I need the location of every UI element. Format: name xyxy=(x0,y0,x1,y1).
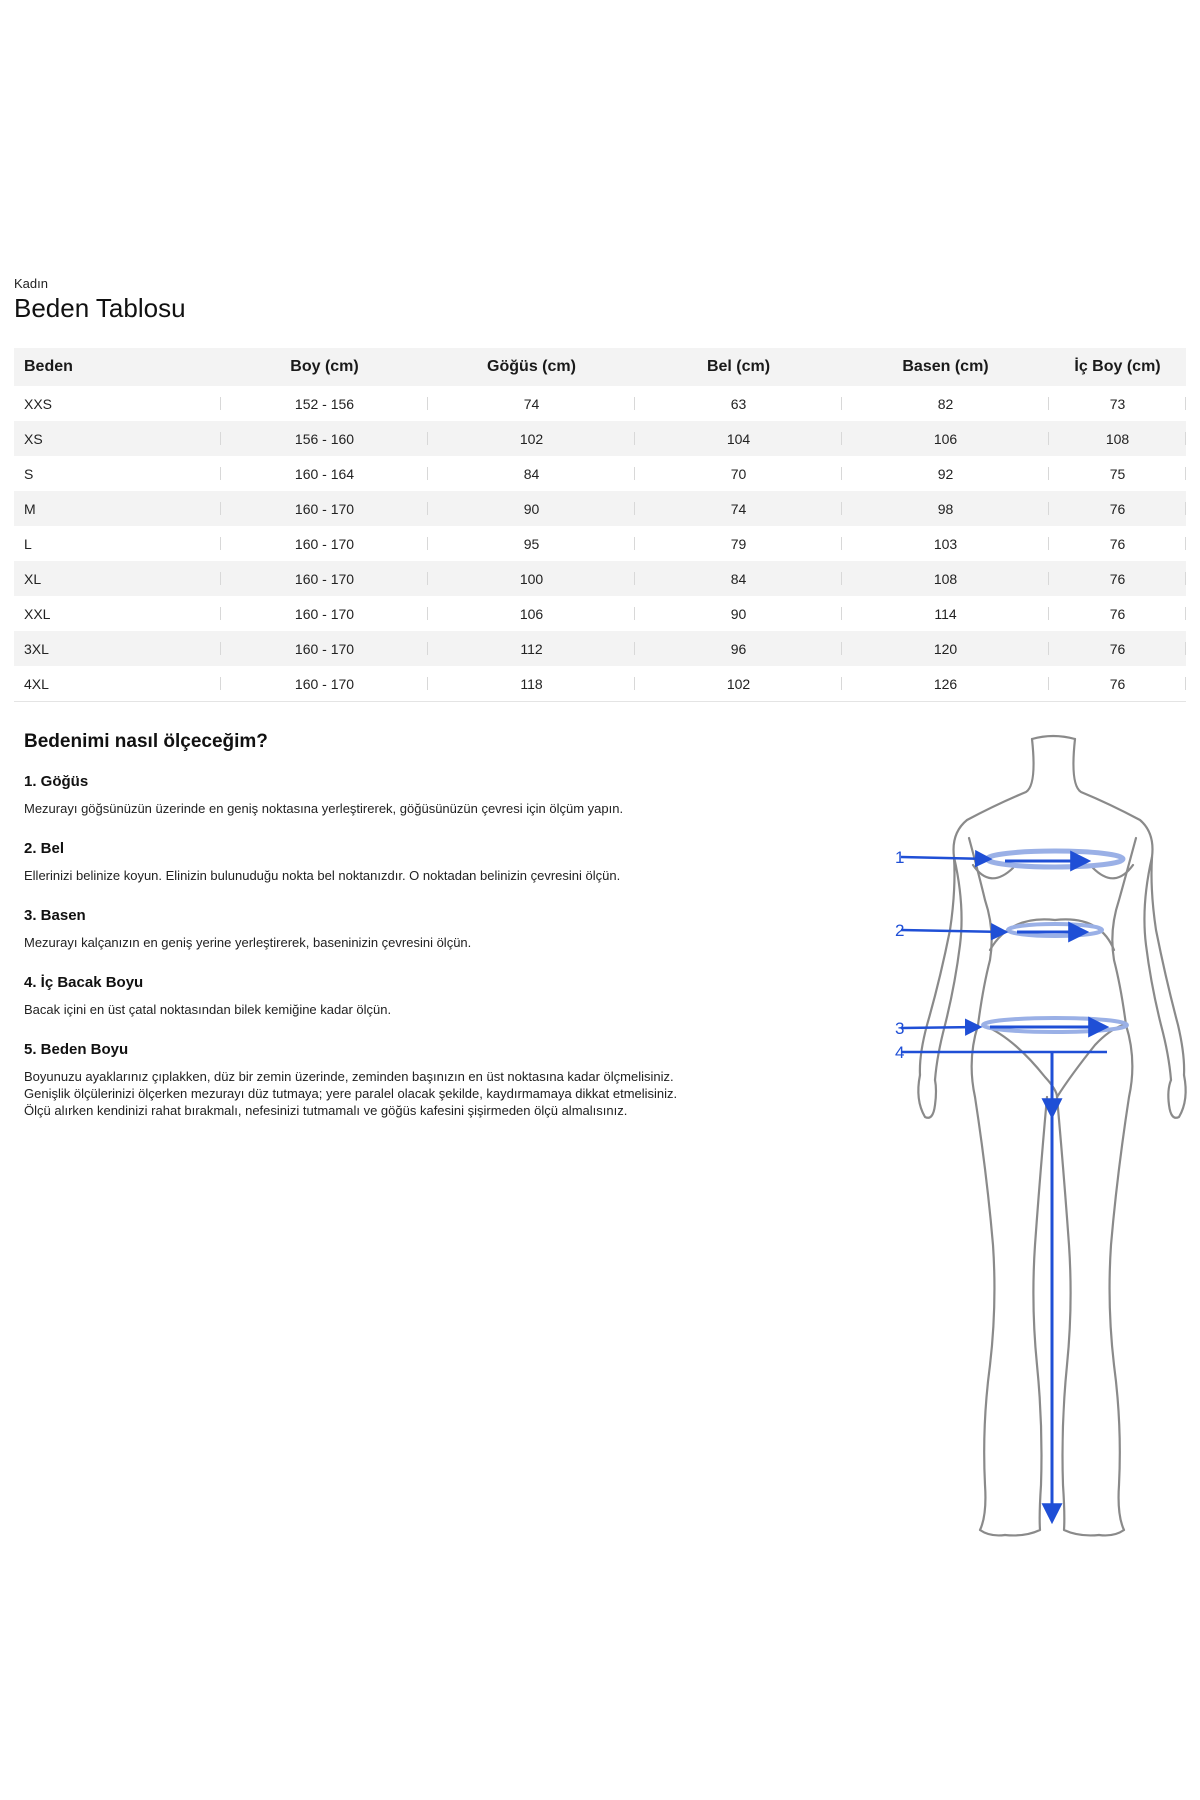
step-line: Mezurayı göğsünüzün üzerinde en geniş noktasına yerleştirerek, göğüsünüzün çevresi için ölçüm yapın. xyxy=(24,801,624,816)
table-cell: L xyxy=(14,526,221,561)
table-cell: 160 - 170 xyxy=(221,631,428,666)
table-row xyxy=(14,421,1186,456)
table-cell: 114 xyxy=(842,596,1049,631)
step-line: Genişlik ölçülerinizi ölçerken mezurayı düz tutmaya; yere paralel olacak şekilde, kaydırmamaya dikkat etmelisiniz. xyxy=(24,1086,678,1101)
table-cell: 95 xyxy=(428,526,635,561)
step-title: 1. Göğüs xyxy=(24,773,89,790)
table-cell: 4XL xyxy=(14,666,221,702)
step-text xyxy=(24,934,844,951)
waist-measure-band xyxy=(1008,924,1102,936)
table-cell: 104 xyxy=(635,421,842,456)
neck-outline xyxy=(920,739,1034,1075)
body-measurement-figure xyxy=(895,725,1195,1545)
step-title: 2. Bel xyxy=(24,840,65,857)
table-cell: 118 xyxy=(428,666,635,702)
table-cell: 75 xyxy=(1049,456,1186,491)
table-cell: 126 xyxy=(842,666,1049,702)
left-arm-inner xyxy=(935,857,962,1080)
table-cell: 96 xyxy=(635,631,842,666)
table-row xyxy=(14,386,1186,421)
table-row xyxy=(14,491,1186,526)
table-row xyxy=(14,596,1186,631)
head-base xyxy=(1032,736,1075,739)
column-header: Beden xyxy=(14,348,221,386)
table-cell: 74 xyxy=(635,491,842,526)
inseam-label-number: 4 xyxy=(895,1043,905,1062)
step-text xyxy=(24,867,844,884)
table-cell: 98 xyxy=(842,491,1049,526)
table-cell: 160 - 164 xyxy=(221,456,428,491)
table-cell: 100 xyxy=(428,561,635,596)
step-text xyxy=(24,1001,844,1018)
step-title: 5. Beden Boyu xyxy=(24,1041,129,1058)
table-cell: 76 xyxy=(1049,526,1186,561)
table-cell: 160 - 170 xyxy=(221,561,428,596)
table-cell: 120 xyxy=(842,631,1049,666)
table-cell: 79 xyxy=(635,526,842,561)
table-cell: 106 xyxy=(428,596,635,631)
step-text xyxy=(24,800,844,817)
waist-label-number: 2 xyxy=(895,921,905,940)
table-row xyxy=(14,561,1186,596)
column-header: İç Boy (cm) xyxy=(1049,348,1186,386)
column-header: Basen (cm) xyxy=(842,348,1049,386)
table-cell: 70 xyxy=(635,456,842,491)
table-row xyxy=(14,526,1186,561)
table-cell: 76 xyxy=(1049,631,1186,666)
table-cell: 112 xyxy=(428,631,635,666)
table-cell: 92 xyxy=(842,456,1049,491)
table-cell: XL xyxy=(14,561,221,596)
table-cell: 76 xyxy=(1049,596,1186,631)
table-cell: 84 xyxy=(428,456,635,491)
step-title: 3. Basen xyxy=(24,907,86,924)
table-cell: XXS xyxy=(14,386,221,421)
table-row xyxy=(14,456,1186,491)
table-cell: 90 xyxy=(428,491,635,526)
table-cell: 108 xyxy=(842,561,1049,596)
guide-step-inseam xyxy=(24,973,844,1018)
table-cell: 160 - 170 xyxy=(221,526,428,561)
guide-step-waist xyxy=(24,839,844,884)
table-cell: 3XL xyxy=(14,631,221,666)
table-cell: 152 - 156 xyxy=(221,386,428,421)
table-cell: M xyxy=(14,491,221,526)
table-cell: XS xyxy=(14,421,221,456)
guide-step-height xyxy=(24,1040,844,1119)
table-cell: 74 xyxy=(428,386,635,421)
table-row xyxy=(14,666,1186,702)
chest-leader-line xyxy=(901,857,989,859)
left-hand xyxy=(918,1075,936,1118)
hip-leader-line xyxy=(901,1027,979,1028)
step-line: Ölçü alırken kendinizi rahat bırakmalı, nefesinizi tutmamalı ve göğüs kafesini şişirmeden ölçü almalısınız. xyxy=(24,1103,628,1118)
table-cell: 102 xyxy=(635,666,842,702)
table-cell: 160 - 170 xyxy=(221,666,428,702)
guide-step-hips xyxy=(24,906,844,951)
column-header: Bel (cm) xyxy=(635,348,842,386)
table-cell: 76 xyxy=(1049,561,1186,596)
table-header-row xyxy=(14,348,1186,386)
table-cell: 160 - 170 xyxy=(221,596,428,631)
table-cell: 76 xyxy=(1049,666,1186,702)
page-title: Beden Tablosu xyxy=(14,293,186,323)
right-hip xyxy=(1099,1025,1132,1535)
step-line: Boyunuzu ayaklarınız çıplakken, düz bir zemin üzerinde, zeminden başınızın en üst noktasına kadar ölçmelisiniz. xyxy=(24,1069,674,1084)
table-cell: XXL xyxy=(14,596,221,631)
page-header xyxy=(14,276,186,324)
step-text xyxy=(24,1068,844,1119)
table-cell: 82 xyxy=(842,386,1049,421)
table-cell: 108 xyxy=(1049,421,1186,456)
measure-lines xyxy=(901,851,1127,1520)
table-cell: 90 xyxy=(635,596,842,631)
table-cell: 84 xyxy=(635,561,842,596)
right-arm-inner xyxy=(1144,857,1171,1080)
table-cell: 102 xyxy=(428,421,635,456)
page-kicker: Kadın xyxy=(14,276,48,291)
column-header: Boy (cm) xyxy=(221,348,428,386)
size-table-grid xyxy=(14,348,1186,702)
right-hand xyxy=(1168,1075,1185,1118)
table-cell: S xyxy=(14,456,221,491)
hip-label-number: 3 xyxy=(895,1019,905,1038)
step-title: 4. İç Bacak Boyu xyxy=(24,974,144,991)
hip-measure-band xyxy=(983,1018,1127,1032)
column-header: Göğüs (cm) xyxy=(428,348,635,386)
table-cell: 156 - 160 xyxy=(221,421,428,456)
table-cell: 63 xyxy=(635,386,842,421)
chest-label-number: 1 xyxy=(895,848,905,867)
step-line: Ellerinizi belinize koyun. Elinizin bulunuduğu nokta bel noktanızdır. O noktadan belinizin çevresini ölçün. xyxy=(24,868,621,883)
table-cell: 103 xyxy=(842,526,1049,561)
measurement-guide xyxy=(24,730,844,1141)
step-line: Mezurayı kalçanızın en geniş yerine yerleştirerek, baseninizin çevresini ölçün. xyxy=(24,935,472,950)
waist-leader-line xyxy=(901,930,1005,932)
table-row xyxy=(14,631,1186,666)
body-figure-svg xyxy=(895,725,1195,1545)
left-hip xyxy=(972,1025,1005,1535)
table-cell: 76 xyxy=(1049,491,1186,526)
table-cell: 73 xyxy=(1049,386,1186,421)
size-table xyxy=(14,348,1186,702)
table-cell: 160 - 170 xyxy=(221,491,428,526)
chest-measure-band xyxy=(987,851,1123,867)
step-line: Bacak içini en üst çatal noktasından bilek kemiğine kadar ölçün. xyxy=(24,1002,392,1017)
guide-step-chest xyxy=(24,772,844,817)
table-cell: 106 xyxy=(842,421,1049,456)
guide-title: Bedenimi nasıl ölçeceğim? xyxy=(24,731,268,752)
